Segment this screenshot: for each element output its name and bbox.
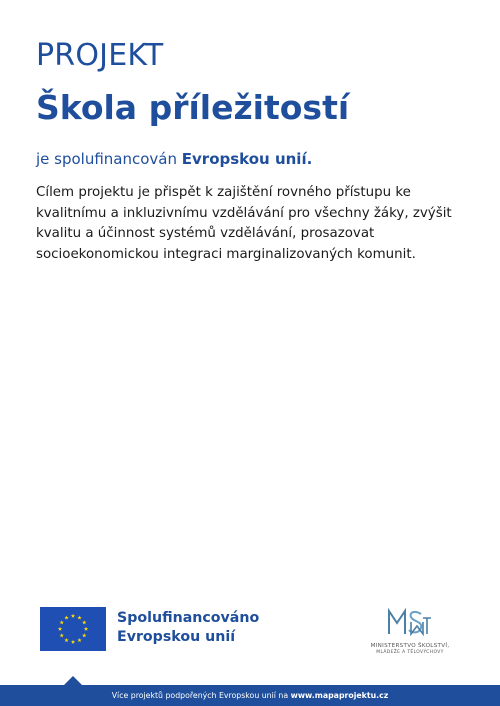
msmt-logo [362,608,458,660]
subtitle-prefix: je spolufinancován [36,150,182,168]
subtitle-emphasis: Evropskou unií. [181,150,313,168]
eu-star-icon [84,627,88,631]
eu-star-icon [64,615,68,619]
eu-star-icon [71,640,75,644]
footer-notch [64,676,82,685]
eu-star-icon [77,638,81,642]
project-description: Cílem projektu je přispět k zajištění rovného přístupu ke kvalitnímu a inkluzivnímu vzdělávání pro všechny žáky, zvýšit kvalitu a účinnost systémů vzdělávání, prosazovat socioekonomickou integraci marginalizovaných komunit. [36,185,452,262]
footer-prefix: Více projektů podpořených Evropskou unií na [111,691,291,700]
eu-star-icon [64,638,68,642]
eu-star-icon [60,633,64,637]
eu-star-icon [58,627,62,631]
eu-star-icon [82,620,86,624]
eu-star-icon [77,615,81,619]
eu-flag-icon [40,607,106,651]
cofinance-subtitle [36,150,312,168]
msmt-emblem-icon [362,608,458,641]
footer-link[interactable]: www.mapaprojektu.cz [290,691,389,700]
project-kicker: PROJEKT [36,38,164,73]
eu-label-line1: Spolufinancováno [117,610,260,626]
eu-flag-stars [40,607,106,651]
msmt-emblem-svg [387,608,433,636]
footer-bar [0,685,500,706]
eu-star-icon [60,620,64,624]
msmt-line2: MLÁDEŽE A TĚLOVÝCHOVY [376,650,444,655]
eu-star-icon [71,614,75,618]
project-title: Škola příležitostí [36,88,350,127]
eu-label-line2: Evropskou unií [117,629,236,645]
msmt-line1: MINISTERSTVO ŠKOLSTVÍ, [370,643,450,649]
eu-star-icon [82,633,86,637]
eu-cofinance-label [117,609,259,647]
